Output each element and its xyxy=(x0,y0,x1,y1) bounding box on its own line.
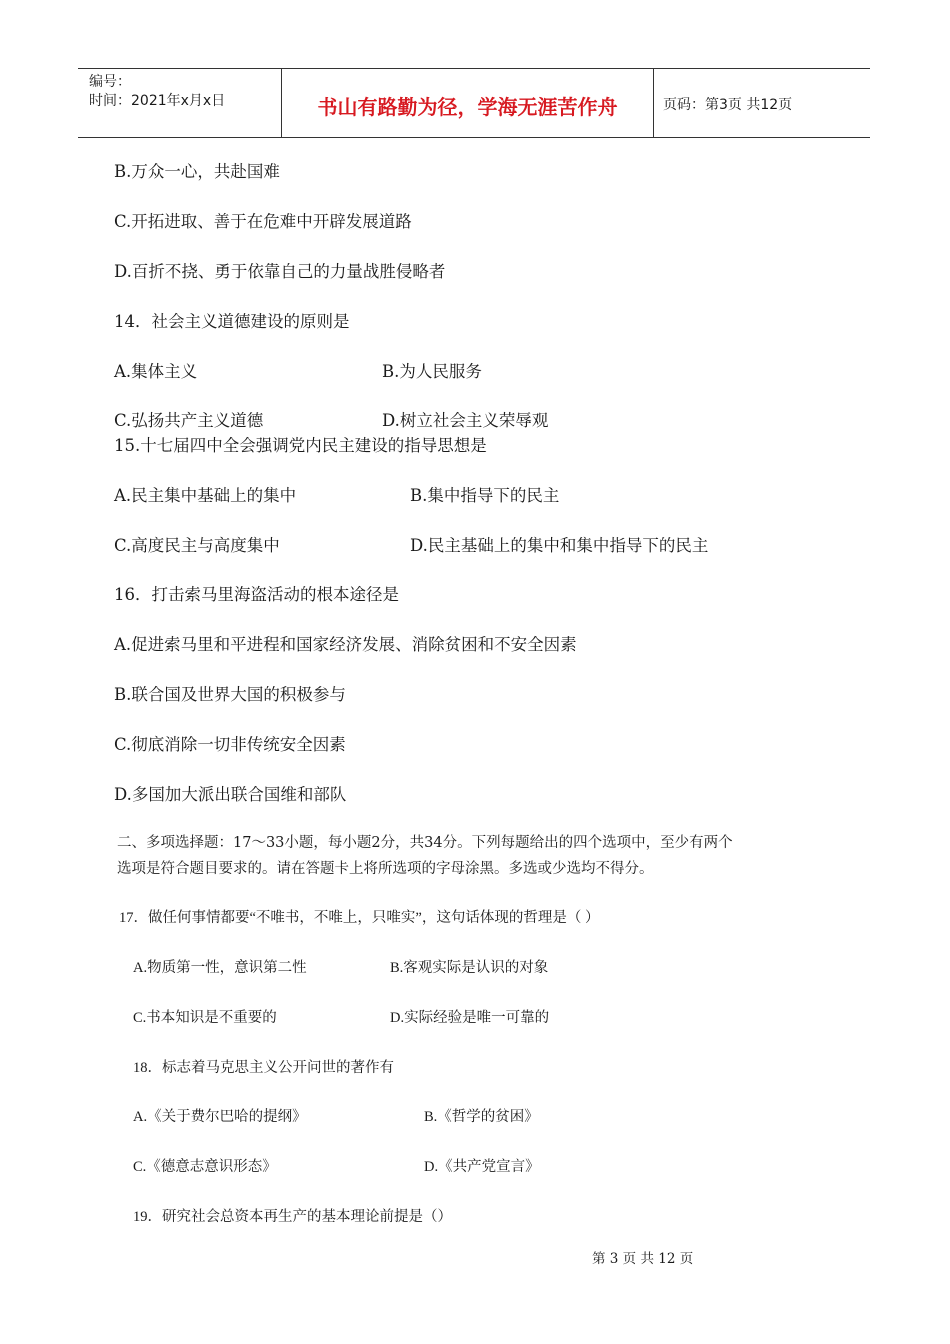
q17-option-a: A.物质第一性，意识第二性 xyxy=(133,960,307,976)
q16-option-d: D.多国加大派出联合国维和部队 xyxy=(114,785,347,804)
q13-option-b: B.万众一心，共赴国难 xyxy=(114,162,280,181)
q18-option-b: B.《哲学的贫困》 xyxy=(424,1109,539,1125)
q16-option-c: C.彻底消除一切非传统安全因素 xyxy=(114,735,346,754)
q18-option-d: D.《共产党宣言》 xyxy=(424,1159,540,1175)
q17-option-c: C.书本知识是不重要的 xyxy=(133,1010,277,1026)
header-page-number: 页码：第3页 共12页 xyxy=(663,97,793,113)
q14-option-a: A.集体主义 xyxy=(114,362,198,381)
q18-stem: 18．标志着马克思主义公开问世的著作有 xyxy=(133,1060,394,1076)
q15-option-b: B.集中指导下的民主 xyxy=(410,486,560,505)
time-label: 时间：2021年x月x日 xyxy=(89,93,226,109)
q17-stem: 17．做任何事情都要“不唯书，不唯上，只唯实”，这句话体现的哲理是（ ） xyxy=(119,910,600,926)
q14-stem: 14．社会主义道德建设的原则是 xyxy=(114,312,350,331)
q16-option-b: B.联合国及世界大国的积极参与 xyxy=(114,685,346,704)
q18-option-a: A.《关于费尔巴哈的提纲》 xyxy=(133,1109,307,1125)
q16-stem: 16．打击索马里海盗活动的根本途径是 xyxy=(114,585,399,604)
q13-option-c: C.开拓进取、善于在危难中开辟发展道路 xyxy=(114,212,412,231)
q14-option-d: D.树立社会主义荣辱观 xyxy=(382,411,549,430)
q13-option-d: D.百折不挠、勇于依靠自己的力量战胜侵略者 xyxy=(114,262,446,281)
q17-option-b: B.客观实际是认识的对象 xyxy=(390,960,549,976)
header-motto: 书山有路勤为径，学海无涯苦作舟 xyxy=(281,69,654,137)
q19-stem: 19．研究社会总资本再生产的基本理论前提是（） xyxy=(133,1209,452,1225)
serial-label: 编号： xyxy=(89,74,131,90)
page-header xyxy=(78,68,870,138)
q15-option-d: D.民主基础上的集中和集中指导下的民主 xyxy=(410,536,709,555)
q16-option-a: A.促进索马里和平进程和国家经济发展、消除贫困和不安全因素 xyxy=(114,635,577,654)
section2-instructions-line2: 选项是符合题目要求的。请在答题卡上将所选项的字母涂黑。多选或少选均不得分。 xyxy=(117,861,654,877)
q14-option-b: B.为人民服务 xyxy=(382,362,482,381)
q18-option-c: C.《德意志意识形态》 xyxy=(133,1159,277,1175)
q15-stem: 15.十七届四中全会强调党内民主建设的指导思想是 xyxy=(114,436,487,455)
section2-instructions-line1: 二、多项选择题：17～33小题，每小题2分，共34分。下列每题给出的四个选项中，至少有两个 xyxy=(117,835,733,851)
q15-option-a: A.民主集中基础上的集中 xyxy=(114,486,297,505)
page-footer: 第 3 页 共 12 页 xyxy=(592,1251,694,1267)
header-meta xyxy=(78,69,281,137)
q15-option-c: C.高度民主与高度集中 xyxy=(114,536,280,555)
q17-option-d: D.实际经验是唯一可靠的 xyxy=(390,1010,550,1026)
q14-option-c: C.弘扬共产主义道德 xyxy=(114,411,264,430)
